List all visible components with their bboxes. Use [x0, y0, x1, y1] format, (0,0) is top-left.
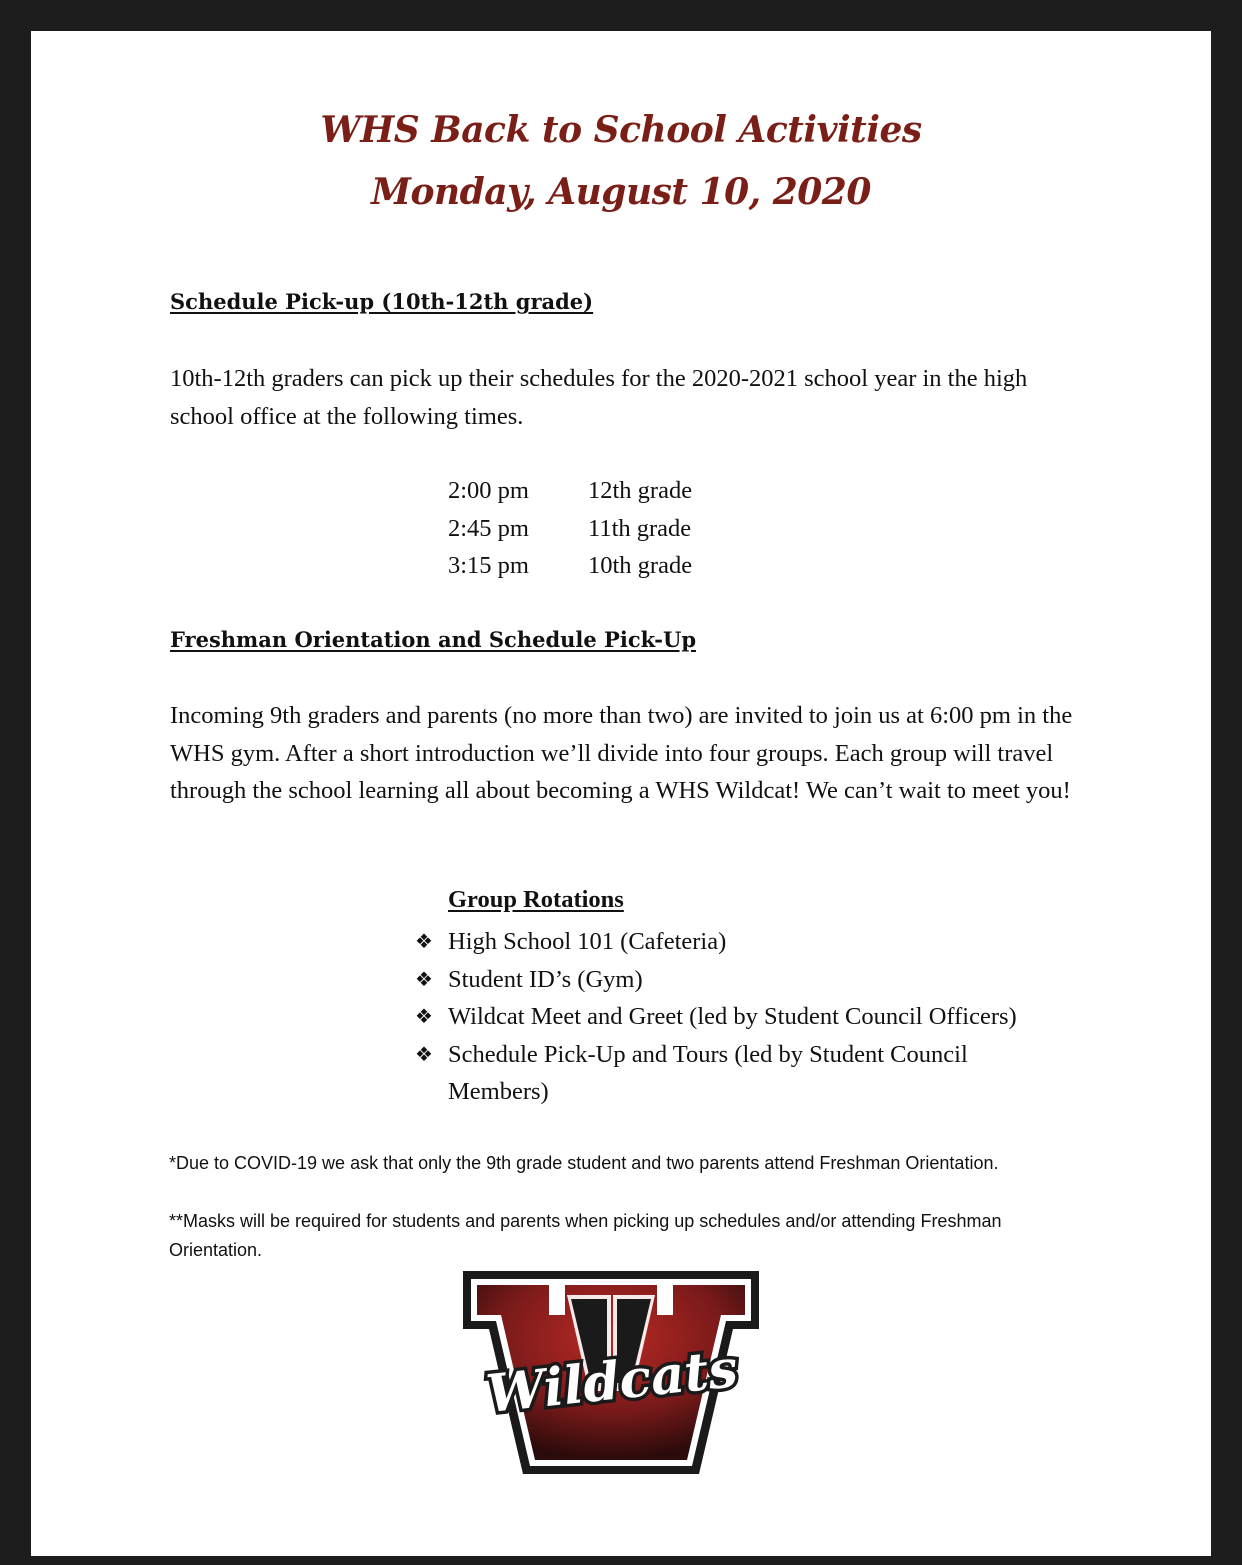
group-rotations-heading: Group Rotations — [448, 886, 624, 913]
event-date: Monday, August 10, 2020 — [371, 171, 871, 213]
diamond-bullet-icon: ❖ — [415, 1041, 433, 1066]
freshman-orientation-heading: Freshman Orientation and Schedule Pick-Up — [170, 627, 697, 652]
time-row — [448, 547, 692, 585]
time-cell: 2:45 pm — [448, 514, 529, 542]
diamond-bullet-icon: ❖ — [415, 966, 433, 991]
diamond-bullet-icon: ❖ — [415, 1004, 433, 1028]
document-title: WHS Back to School Activities — [320, 109, 922, 151]
diamond-bullet-icon: ❖ — [415, 929, 433, 953]
time-cell: 2:00 pm — [448, 477, 529, 504]
list-item — [411, 923, 1061, 961]
list-item — [411, 1036, 1061, 1111]
freshman-orientation-body: Incoming 9th graders and parents (no more than two) are invited to join us at 6:00 pm in the WHS gym. After a short introduction we’ll divide into four groups. Each group will travel through the school learning all about becoming a WHS Wildcat! We can’t wait to meet you! — [170, 702, 1073, 804]
list-item — [411, 998, 1061, 1036]
schedule-pickup-body: 10th-12th graders can pick up their schedules for the 2020-2021 school year in the high school office at the following times. — [170, 365, 1028, 430]
list-item — [411, 961, 1061, 999]
group-rotations-list — [411, 923, 1061, 1111]
time-row — [448, 472, 692, 510]
rotation-label: High School 101 (Cafeteria) — [448, 928, 727, 955]
grade-cell: 12th grade — [588, 477, 693, 504]
mask-note: **Masks will be required for students and parents when picking up schedules and/or attending Freshman Orientation. — [169, 1211, 1002, 1260]
time-cell: 3:15 pm — [448, 552, 529, 579]
rotation-label: Schedule Pick-Up and Tours (led by Student Council Members) — [448, 1040, 968, 1105]
schedule-pickup-heading: Schedule Pick-up (10th-12th grade) — [170, 289, 594, 314]
grade-cell: 10th grade — [588, 552, 693, 579]
covid-note: *Due to COVID-19 we ask that only the 9th grade student and two parents attend Freshman Orientation. — [169, 1153, 999, 1173]
rotation-label: Wildcat Meet and Greet (led by Student Council Officers) — [448, 1003, 1017, 1030]
wildcats-logo — [463, 1271, 759, 1474]
pickup-times-table — [448, 472, 692, 585]
grade-cell: 11th grade — [588, 514, 692, 542]
document-page — [31, 31, 1211, 1556]
rotation-label: Student ID’s (Gym) — [448, 965, 643, 993]
wildcats-wordmark: Wildcats — [483, 1338, 741, 1426]
time-row — [448, 510, 692, 548]
